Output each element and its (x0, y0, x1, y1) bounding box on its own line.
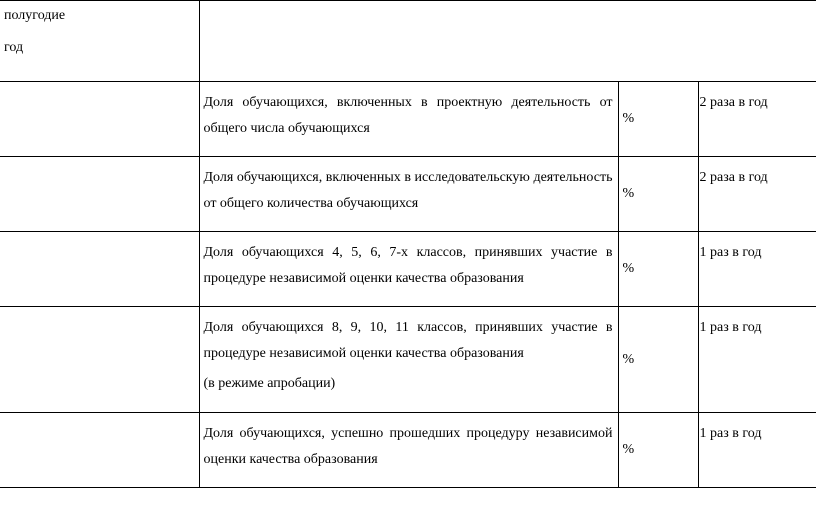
table-header-row (0, 1, 816, 82)
period-label-year: год (4, 40, 24, 55)
unit-cell: % (618, 157, 698, 232)
unit-cell: % (618, 307, 698, 413)
indicator-note: (в режиме апробации) (203, 376, 336, 391)
table-row (0, 232, 816, 307)
row-empty-cell (0, 307, 199, 413)
indicator-cell (199, 232, 618, 307)
unit-cell: % (618, 413, 698, 488)
indicator-text: Доля обучающихся, успешно прошедших процедуру независимой оценки качества образования (203, 426, 613, 467)
table-row (0, 413, 816, 488)
unit-cell: % (618, 82, 698, 157)
indicator-text: Доля обучающихся, включенных в проектную деятельность от общего числа обучающихся (203, 95, 613, 136)
table-row (0, 82, 816, 157)
row-empty-cell (0, 157, 199, 232)
frequency-cell: 1 раз в год (698, 232, 816, 307)
indicator-text: Доля обучающихся, включенных в исследовательскую деятельность от общего количества обучающихся (203, 170, 613, 211)
header-empty-cell (199, 1, 816, 82)
row-empty-cell (0, 413, 199, 488)
table-row (0, 157, 816, 232)
row-empty-cell (0, 232, 199, 307)
indicator-text: Доля обучающихся 8, 9, 10, 11 классов, принявших участие в процедуре независимой оценки качества образования (203, 320, 613, 361)
table-row (0, 307, 816, 413)
frequency-cell: 1 раз в год (698, 413, 816, 488)
indicator-cell (199, 157, 618, 232)
row-empty-cell (0, 82, 199, 157)
indicator-text: Доля обучающихся 4, 5, 6, 7-х классов, принявших участие в процедуре независимой оценки качества образования (203, 245, 613, 286)
period-cell (0, 1, 199, 82)
period-label-halfyear: полугодие (4, 8, 66, 23)
indicator-cell (199, 82, 618, 157)
unit-cell: % (618, 232, 698, 307)
indicator-cell (199, 307, 618, 413)
frequency-cell: 2 раза в год (698, 157, 816, 232)
frequency-cell: 1 раз в год (698, 307, 816, 413)
indicator-cell (199, 413, 618, 488)
frequency-cell: 2 раза в год (698, 82, 816, 157)
